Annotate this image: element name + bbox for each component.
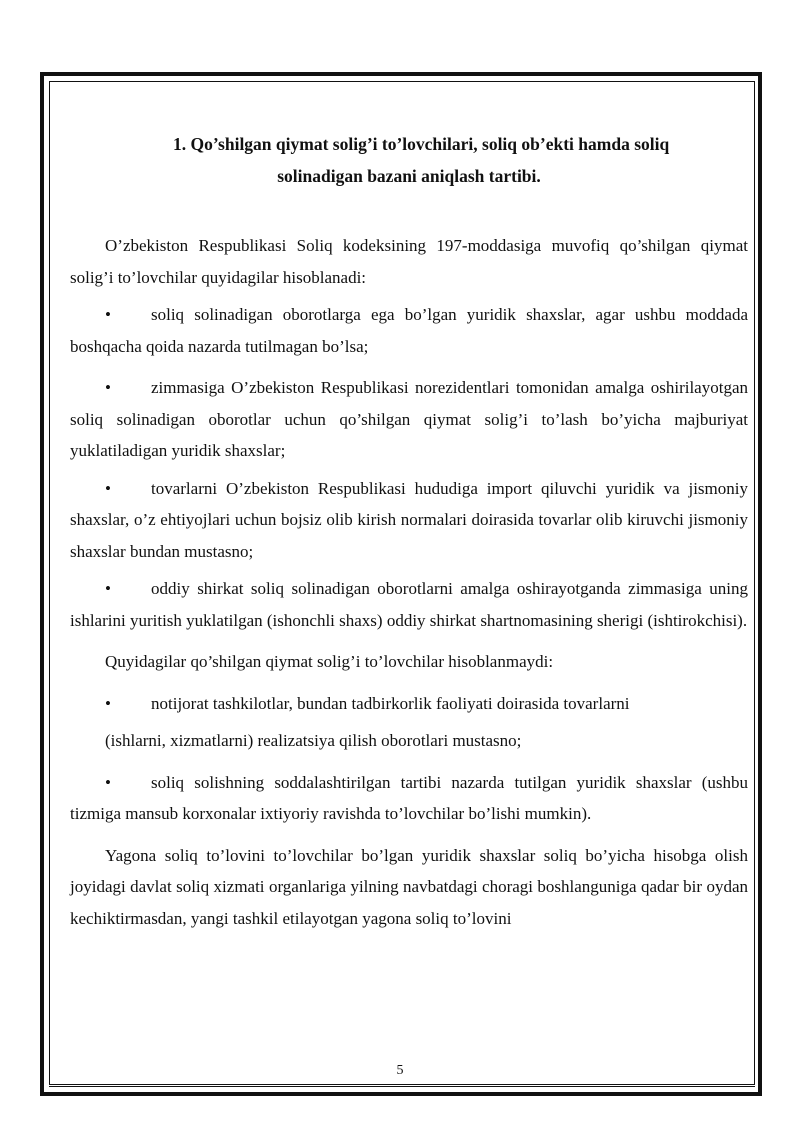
- section-heading-line1: 1. Qo’shilgan qiymat solig’i to’lovchilari, soliq ob’ekti hamda soliq: [173, 134, 670, 154]
- non-payers-intro: Quyidagilar qo’shilgan qiymat solig’i to’lovchilar hisoblanmaydi:: [105, 652, 554, 671]
- non-payer-item-1: • notijorat tashkilotlar, bundan tadbirkorlik faoliyati doirasida tovarlarni: [70, 688, 748, 720]
- document-body: [70, 128, 748, 934]
- final-paragraph: Yagona soliq to’lovini to’lovchilar bo’lgan yuridik shaxslar soliq bo’yicha hisobga olish joyidagi davlat soliq xizmati organlariga yilning navbatdagi choragi boshlanguniga qadar bir oydan kechiktirmasdan, yangi tashkil etilayotgan yagona soliq to’lovini: [70, 845, 748, 928]
- bullet-icon: •: [105, 305, 111, 324]
- page-border-bottom-rule: [49, 1086, 755, 1087]
- page-number: 5: [396, 1063, 404, 1078]
- intro-paragraph: O’zbekiston Respublikasi Soliq kodeksining 197-moddasiga muvofiq qo’shilgan qiymat solig’i to’lovchilar quyidagilar hisoblanadi:: [70, 236, 748, 287]
- payer-item-3: • tovarlarni O’zbekiston Respublikasi hududiga import qiluvchi yuridik va jismoniy shaxslar, o’z ehtiyojlari uchun bojsiz olib kirish normalari doirasida tovarlar olib kiruvchi jismoniy shaxslar bundan mustasno;: [70, 473, 748, 568]
- payer-item-1: • soliq solinadigan oborotlarga ega bo’lgan yuridik shaxslar, agar ushbu moddada boshqacha qoida nazarda tutilmagan bo’lsa;: [70, 299, 748, 362]
- section-heading-line2: solinadigan bazani aniqlash tartibi.: [277, 166, 541, 186]
- bullet-icon: •: [105, 693, 111, 713]
- section-heading: [70, 128, 748, 192]
- payer-item-4: • oddiy shirkat soliq solinadigan oborotlarni amalga oshirayotganda zimmasiga uning ishlarini yuritish yuklatilgan (ishonchli shaxs) oddiy shirkat shartnomasining sherigi (ishtirokchisi).: [70, 573, 748, 636]
- non-payer-item-1-continuation: (ishlarni, xizmatlarni) realizatsiya qilish oborotlari mustasno;: [105, 731, 522, 750]
- non-payer-item-2: • soliq solishning soddalashtirilgan tartibi nazarda tutilgan yuridik shaxslar (ushbu tizmiga mansub korxonalar ixtiyoriy ravishda to’lovchilar bo’lishi mumkin).: [70, 767, 748, 830]
- bullet-icon: •: [105, 772, 111, 792]
- bullet-icon: •: [105, 478, 111, 498]
- bullet-icon: •: [105, 378, 111, 397]
- payer-item-2: • zimmasiga O’zbekiston Respublikasi norezidentlari tomonidan amalga oshirilayotgan soliq solinadigan oborotlar uchun qo’shilgan qiymat solig’i to’lash bo’yicha majburiyat yuklatiladigan yuridik shaxslar;: [70, 372, 748, 467]
- bullet-icon: •: [105, 579, 111, 598]
